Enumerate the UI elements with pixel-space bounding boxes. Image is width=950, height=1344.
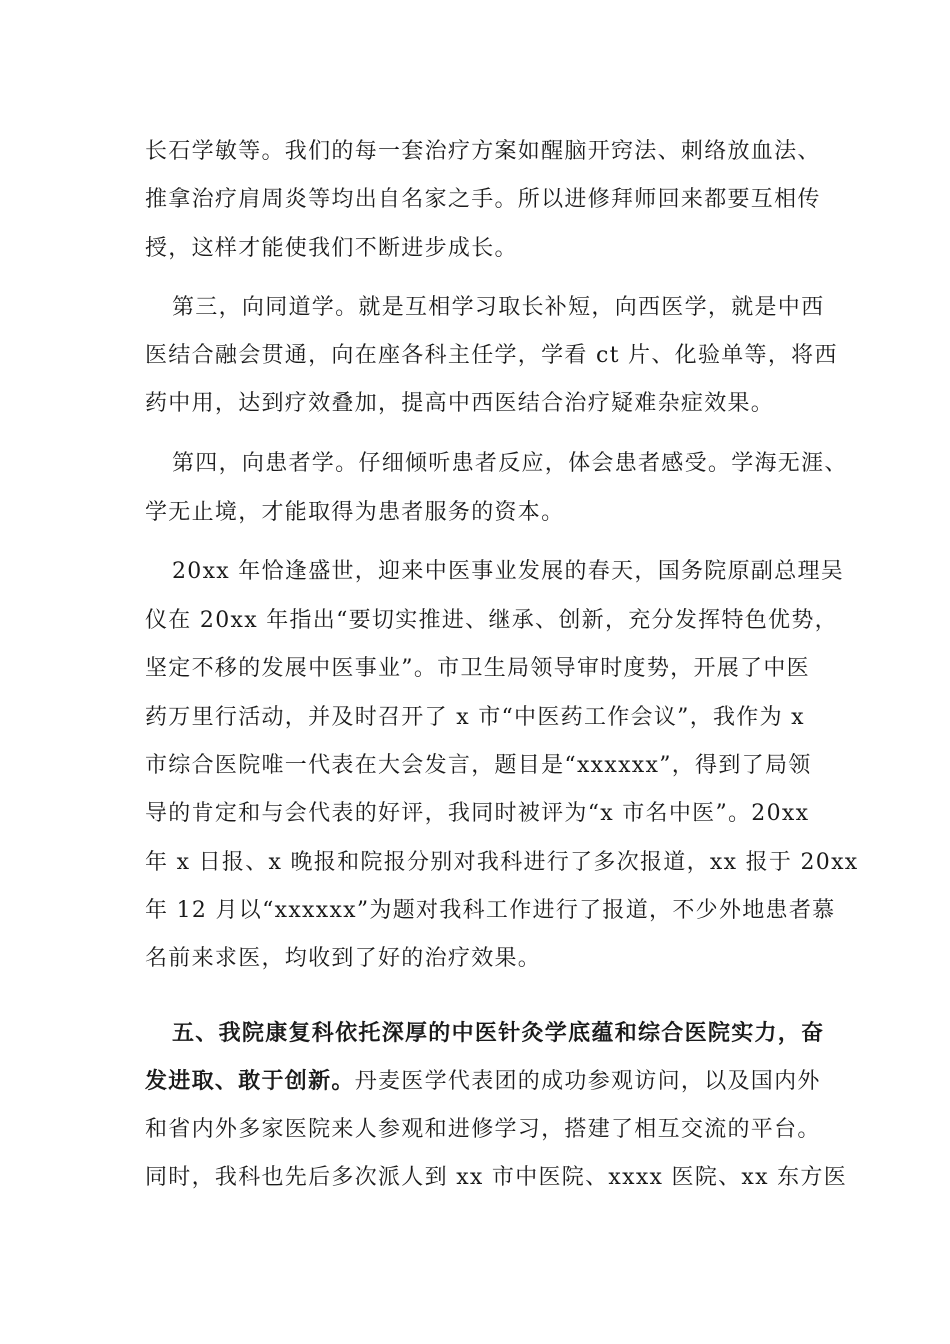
- text-line: 市综合医院唯一代表在大会发言，题目是“xxxxxx”，得到了局领: [145, 753, 812, 778]
- text-line: [145, 1066, 821, 1097]
- section-heading-tail: 发进取、敢于创新。: [145, 1068, 355, 1094]
- text-line: 名前来求医，均收到了好的治疗效果。: [145, 946, 542, 971]
- text-line: 第四，向患者学。仔细倾听患者反应，体会患者感受。学海无涯、: [172, 451, 848, 476]
- text-line: 和省内外多家医院来人参观和进修学习，搭建了相互交流的平台。: [145, 1117, 821, 1142]
- text-line: 导的肯定和与会代表的好评，我同时被评为“x 市名中医”。20xx: [145, 801, 810, 826]
- text-line: 长石学敏等。我们的每一套治疗方案如醒脑开窍法、刺络放血法、: [145, 139, 821, 164]
- text-segment: 丹麦医学代表团的成功参观访问，以及国内外: [354, 1069, 821, 1094]
- text-line: 20xx 年恰逢盛世，迎来中医事业发展的春天，国务院原副总理吴: [172, 559, 845, 584]
- text-line: 仪在 20xx 年指出“要切实推进、继承、创新，充分发挥特色优势，: [145, 608, 838, 633]
- text-line: 年 12 月以“xxxxxx”为题对我科工作进行了报道，不少外地患者慕: [145, 898, 836, 923]
- text-line: 同时，我科也先后多次派人到 xx 市中医院、xxxx 医院、xx 东方医: [145, 1165, 848, 1190]
- text-line: 坚定不移的发展中医事业”。市卫生局领导审时度势，开展了中医: [145, 656, 810, 681]
- text-line: 授，这样才能使我们不断进步成长。: [145, 236, 518, 261]
- text-line: 药中用，达到疗效叠加，提高中西医结合治疗疑难杂症效果。: [145, 391, 775, 416]
- text-line: 医结合融会贯通，向在座各科主任学，学看 ct 片、化验单等，将西: [145, 343, 838, 368]
- text-line: 第三，向同道学。就是互相学习取长补短，向西医学，就是中西: [172, 295, 825, 320]
- text-line: 年 x 日报、x 晚报和院报分别对我科进行了多次报道，xx 报于 20xx: [145, 850, 859, 875]
- text-line: 药万里行活动，并及时召开了 x 市“中医药工作会议”，我作为 x: [145, 705, 805, 730]
- text-line: 推拿治疗肩周炎等均出自名家之手。所以进修拜师回来都要互相传: [145, 187, 821, 212]
- section-heading-line: 五、我院康复科依托深厚的中医针灸学底蕴和综合医院实力，奋: [172, 1020, 825, 1046]
- text-line: 学无止境，才能取得为患者服务的资本。: [145, 500, 565, 525]
